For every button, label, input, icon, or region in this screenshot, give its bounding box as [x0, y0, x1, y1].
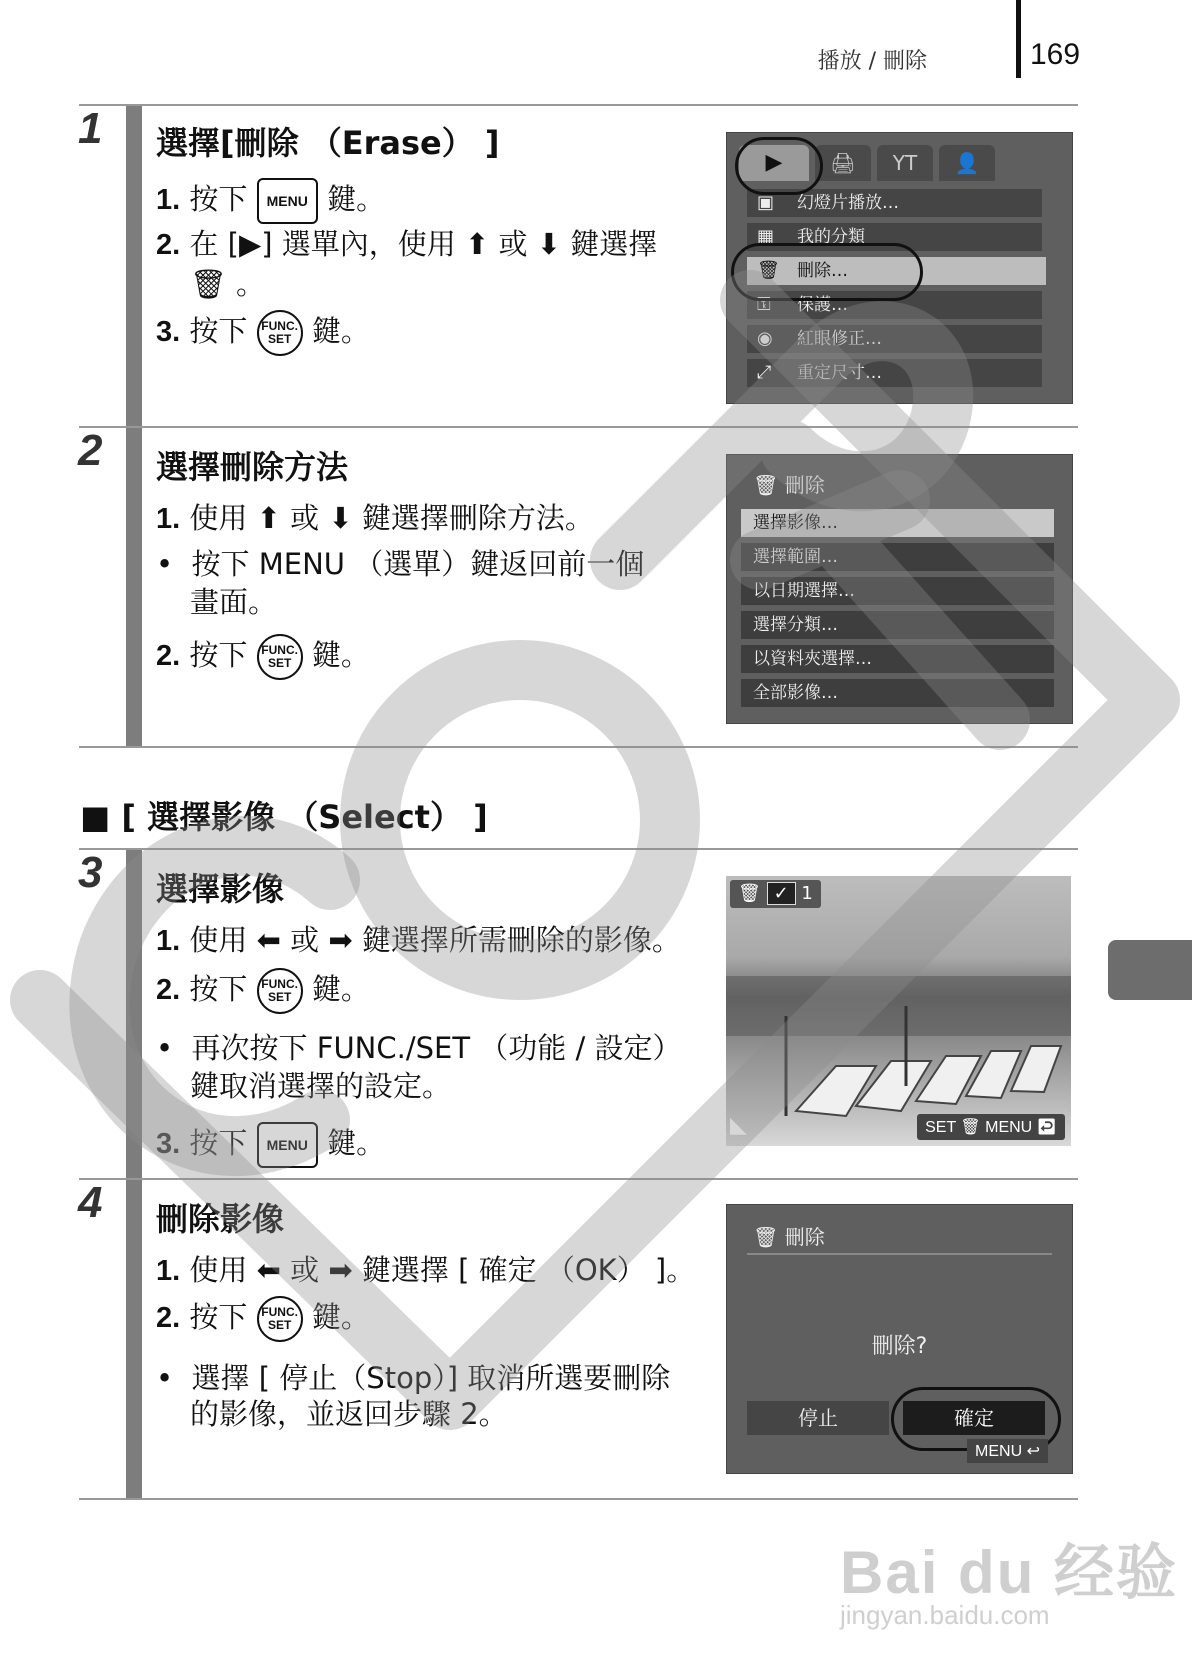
step-bullet: • 選擇 [ 停止（Stop）] 取消所選要刪除 — [156, 1361, 671, 1395]
step-bar — [126, 1180, 142, 1498]
step-line: 2. 按下 FUNC. SET 鍵。 — [156, 634, 370, 680]
control-hint: SET 🗑 MENU ↩ — [917, 1114, 1065, 1140]
step-line: 的影像，並返回步驟 2。 — [190, 1397, 508, 1431]
screen-divider — [747, 1253, 1052, 1255]
checkmark-icon: ✓ — [767, 882, 796, 905]
step-line: 2. 按下 FUNC. SET 鍵。 — [156, 968, 370, 1014]
method-item: 選擇範圍… — [741, 543, 1054, 571]
step-title: 選擇刪除方法 — [156, 448, 349, 486]
play-tab-icon: ▶ — [739, 145, 809, 181]
menu-item: ◉ 紅眼修正… — [747, 325, 1042, 353]
highlight-ring — [735, 137, 823, 195]
method-item: 以資料夾選擇… — [741, 645, 1054, 673]
step-title: 刪除影像 — [156, 1200, 285, 1238]
screen-title: 🗑 刪除 — [753, 1225, 825, 1249]
print-tab-icon: 🖨 — [815, 145, 871, 181]
beach-chairs-illustration — [726, 876, 1071, 1146]
step-bar — [126, 106, 142, 426]
func-set-button-icon: FUNC. SET — [257, 1296, 303, 1342]
method-item: 選擇分類… — [741, 611, 1054, 639]
step-bullet: • 按下 MENU （選單）鍵返回前一個 — [156, 547, 645, 581]
step-line: 1. 使用 ⬅ 或 ➡ 鍵選擇 [ 確定 （OK） ]。 — [156, 1253, 696, 1287]
watermark-text: COPY — [0, 0, 3, 1]
header-section-title: 播放 / 刪除 — [817, 49, 927, 74]
erase-confirm-screen — [726, 1204, 1073, 1474]
baidu-jingyan-logo: Bai du 经验 — [840, 1539, 1179, 1606]
step-bar — [126, 850, 142, 1178]
step-line: 鍵取消選擇的設定。 — [190, 1069, 452, 1103]
step-line: 1. 按下 MENU 鍵。 — [156, 178, 385, 224]
menu-item: ▦ 我的分類 — [747, 223, 1042, 251]
menu-item: ⚿ 保護… — [747, 291, 1042, 319]
menu-back-hint: MENU ↩ — [967, 1439, 1048, 1463]
menu-item: ▣ 幻燈片播放… — [747, 189, 1042, 217]
settings-tab-icon: YT — [877, 145, 933, 181]
stop-option: 停止 — [747, 1401, 889, 1435]
resize-icon: ⤢ — [757, 362, 772, 383]
step-number: 1 — [78, 104, 103, 153]
highlight-ring — [731, 243, 923, 301]
baidu-jingyan-url: jingyan.baidu.com — [840, 1600, 1050, 1630]
divider — [79, 746, 1078, 748]
step-line: 1. 使用 ⬆ 或 ⬇ 鍵選擇刪除方法。 — [156, 501, 594, 535]
divider — [79, 1178, 1078, 1180]
step-line: 畫面。 — [190, 585, 278, 619]
redeye-icon: ◉ — [757, 328, 773, 349]
func-set-button-icon: FUNC. SET — [257, 968, 303, 1014]
step-number: 3 — [78, 848, 103, 897]
step-number: 2 — [78, 426, 103, 475]
chapter-tab — [1108, 940, 1192, 1000]
menu-key-icon: MENU — [257, 1122, 318, 1168]
step-line: 🗑 。 — [190, 267, 266, 301]
selection-badge: 🗑 ✓ 1 — [730, 880, 821, 908]
step-bullet: • 再次按下 FUNC./SET （功能 / 設定） — [156, 1031, 682, 1065]
step-line: 1. 使用 ⬅ 或 ➡ 鍵選擇所需刪除的影像。 — [156, 923, 681, 957]
header-divider — [1016, 0, 1021, 78]
func-set-button-icon: FUNC. SET — [257, 634, 303, 680]
divider — [79, 848, 1078, 850]
step-line: 2. 按下 FUNC. SET 鍵。 — [156, 1296, 370, 1342]
erase-prompt: 刪除? — [871, 1334, 928, 1359]
method-item: 選擇影像… — [741, 509, 1054, 537]
page-number: 169 — [1030, 38, 1081, 71]
step-line: 3. 按下 MENU 鍵。 — [156, 1122, 385, 1168]
divider — [79, 104, 1078, 106]
erase-method-screen — [726, 454, 1073, 724]
category-icon: ▦ — [757, 226, 775, 247]
step-title: 選擇影像 — [156, 870, 285, 908]
divider — [79, 426, 1078, 428]
erase-icon: 🗑 — [757, 260, 780, 281]
step-line: 2. 在 [▶] 選單內，使用 ⬆ 或 ⬇ 鍵選擇 — [156, 227, 658, 261]
slideshow-icon: ▣ — [757, 192, 775, 213]
menu-item-erase: 🗑 刪除… — [747, 257, 1046, 285]
method-item: 全部影像… — [741, 679, 1054, 707]
erase-icon: 🗑 — [753, 473, 785, 497]
step-title: 選擇[刪除 （Erase） ] — [156, 124, 500, 162]
divider — [79, 1498, 1078, 1500]
erase-icon: 🗑 — [753, 1225, 785, 1249]
ok-option: 確定 — [903, 1401, 1045, 1435]
menu-key-icon: MENU — [257, 178, 318, 224]
step-line: 3. 按下 FUNC. SET 鍵。 — [156, 310, 370, 356]
step-number: 4 — [78, 1178, 103, 1227]
func-set-button-icon: FUNC. SET — [257, 310, 303, 356]
step-bar — [126, 428, 142, 746]
method-item: 以日期選擇… — [741, 577, 1054, 605]
menu-item: ⤢ 重定尺寸… — [747, 359, 1042, 387]
screen-title: 🗑 刪除 — [753, 473, 825, 497]
size-icon: ◣ — [730, 1113, 747, 1138]
camera-menu-screen — [726, 132, 1073, 404]
my-menu-tab-icon: 👤 — [939, 145, 995, 181]
beach-photo — [726, 876, 1071, 1146]
section-heading: ■ [ 選擇影像 （Select） ] — [80, 798, 488, 836]
key-icon: ⚿ — [757, 294, 771, 315]
